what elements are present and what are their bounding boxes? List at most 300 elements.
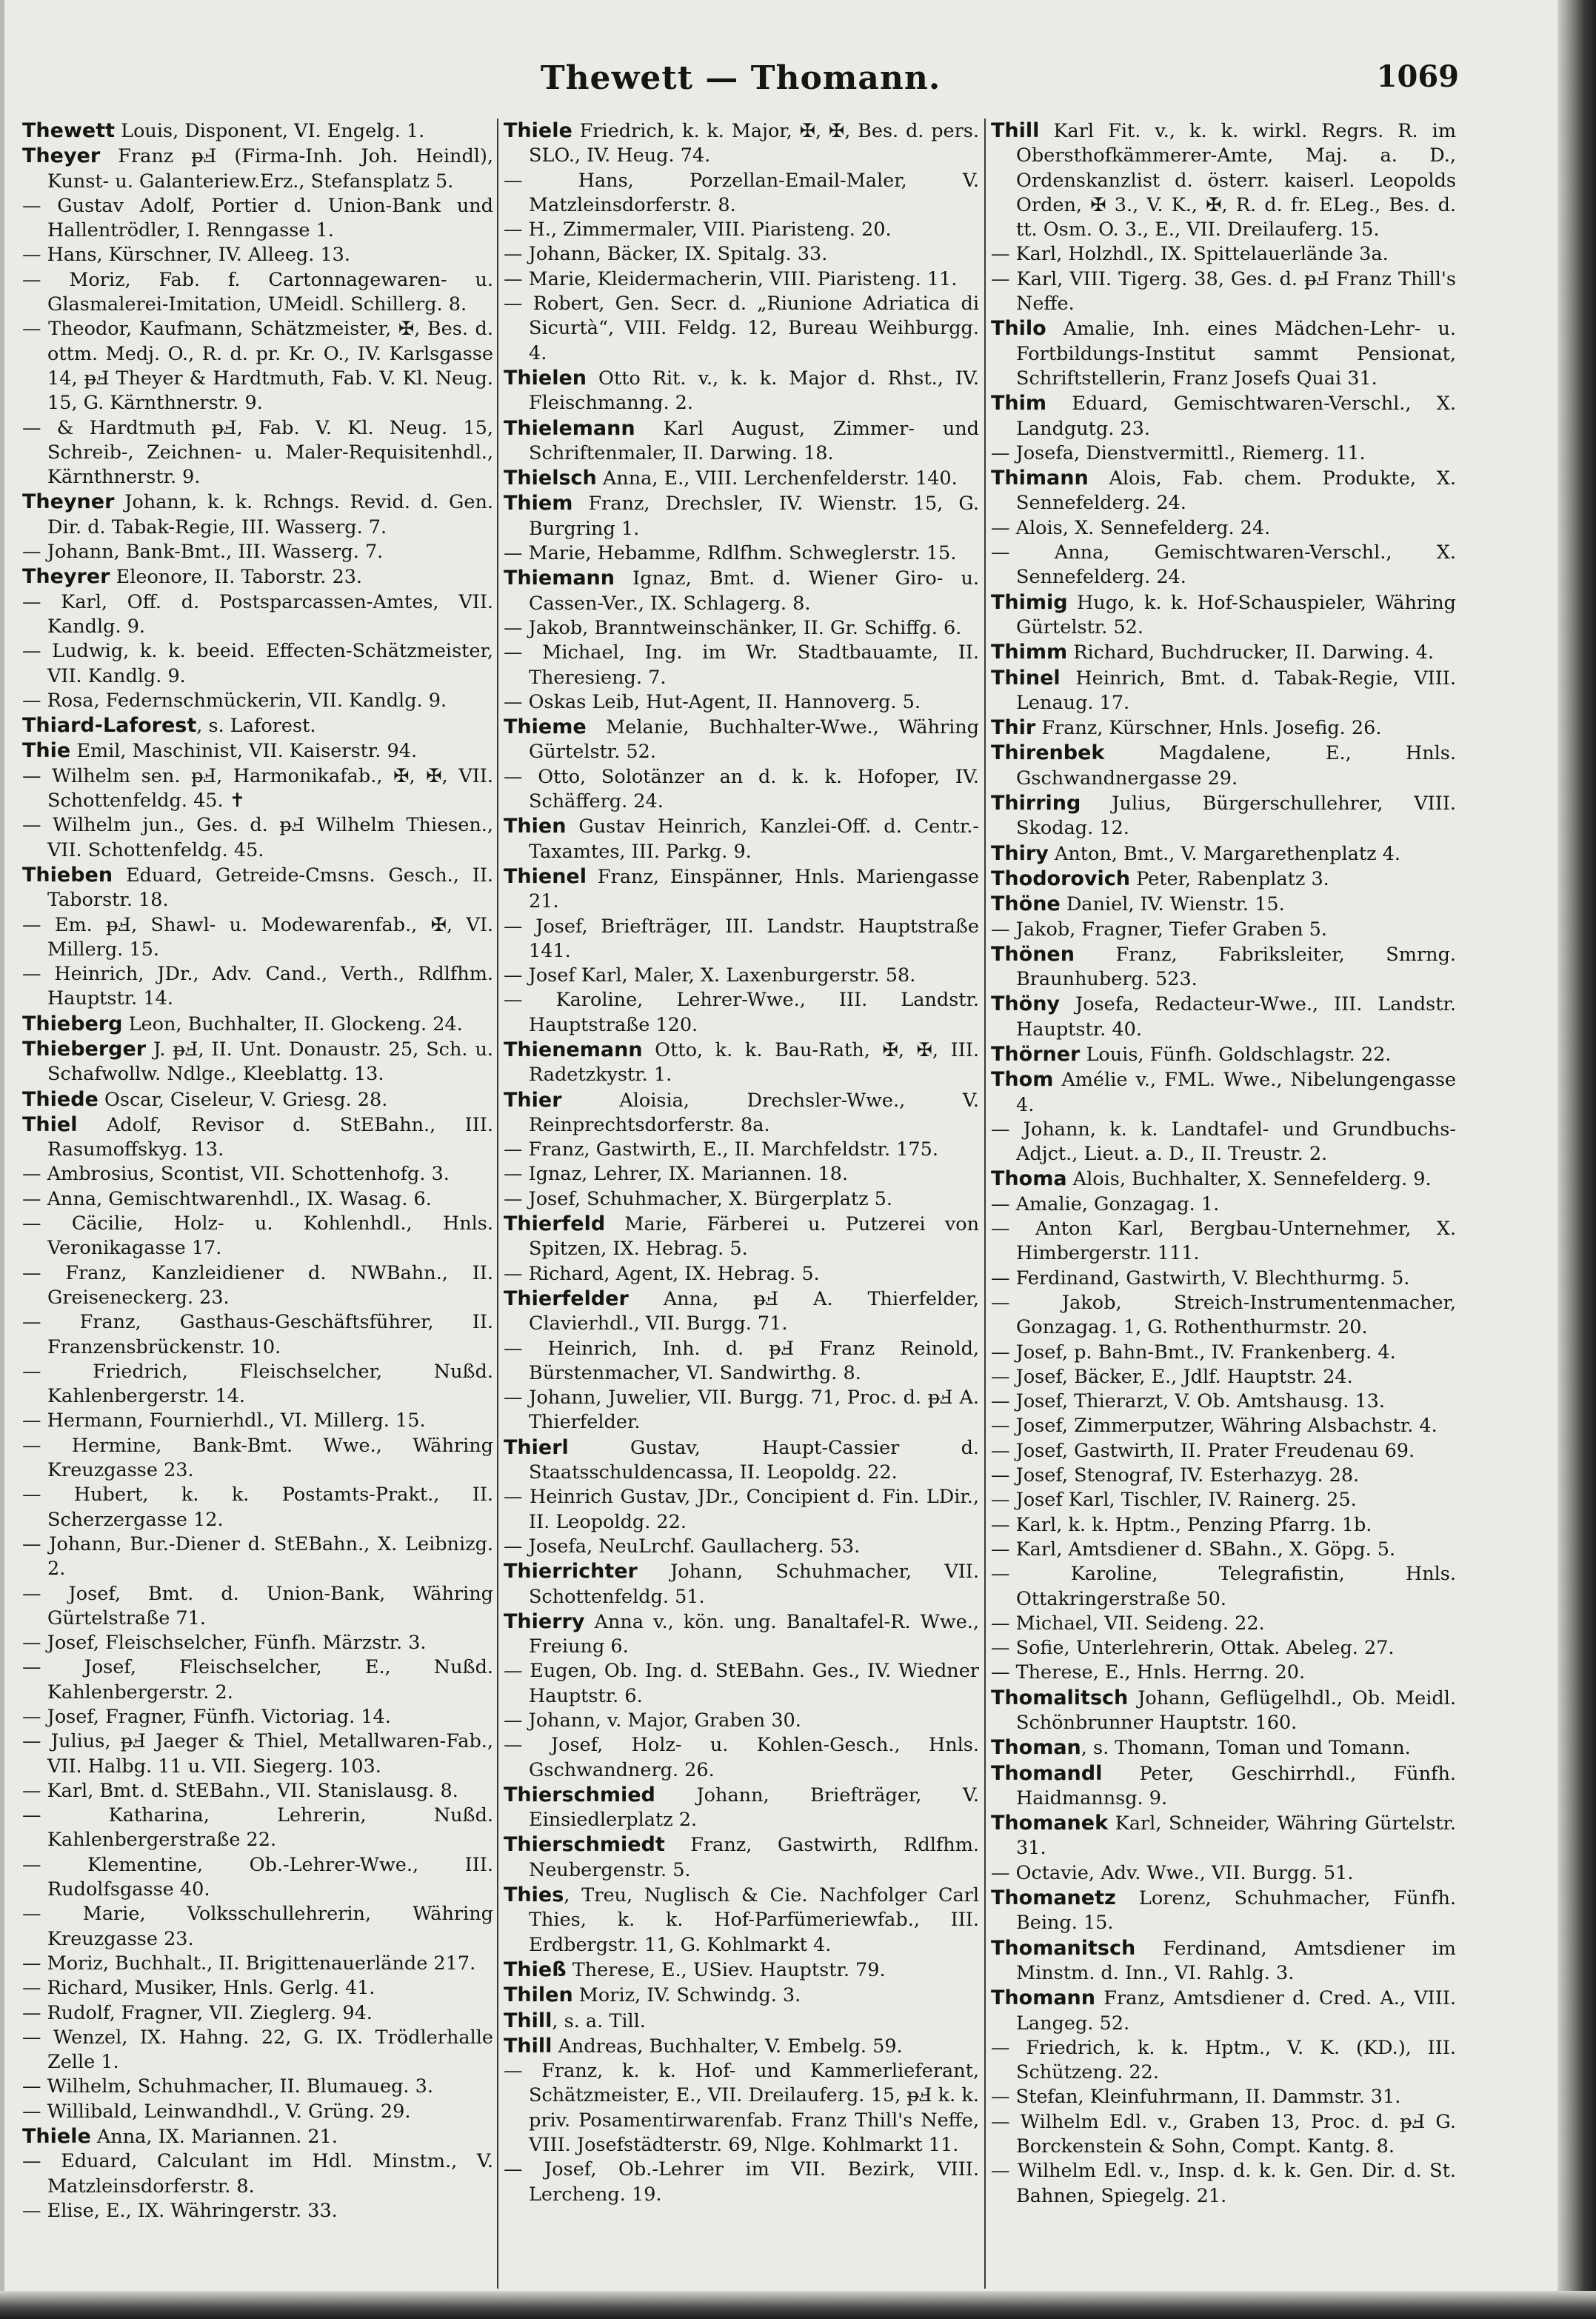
entry-surname: Thoma <box>991 1167 1067 1191</box>
entry-text: — Josef, Schuhmacher, X. Bürgerplatz 5. <box>504 1187 893 1210</box>
entry-surname: Thieberg <box>22 1012 123 1035</box>
entry-surname: Thill <box>991 119 1040 142</box>
entry-text: — H., Zimmermaler, VIII. Piaristeng. 20. <box>504 218 892 241</box>
entry-text: Richard, Buchdrucker, II. Darwing. 4. <box>1067 641 1434 664</box>
entry-text: — Franz, Gastwirth, E., II. Marchfeldstr. 175. <box>504 1138 938 1161</box>
directory-entry <box>22 564 493 590</box>
entry-text: — Michael, Ing. im Wr. Stadtbauamte, II. Theresieng. 7. <box>504 641 979 689</box>
page-number: 1069 <box>1376 59 1459 94</box>
entry-surname: Thiele <box>22 2125 91 2149</box>
directory-entry <box>504 218 979 242</box>
directory-entry <box>991 1365 1456 1389</box>
directory-entry <box>991 1986 1456 2036</box>
directory-entry <box>504 814 979 864</box>
entry-text: — Michael, VII. Seideng. 22. <box>991 1612 1265 1635</box>
entry-text: — Jakob, Fragner, Tiefer Graben 5. <box>991 918 1328 941</box>
entry-text: — Jakob, Streich-Instrumentenmacher, Gonzagag. 1, G. Rothenthurmstr. 20. <box>991 1291 1456 1339</box>
directory-entry <box>991 441 1456 466</box>
entry-text: — Marie, Kleidermacherin, VIII. Piaristeng. 11. <box>504 267 958 290</box>
entry-surname: Thom <box>991 1068 1054 1092</box>
entry-text: — Josef, Stenograf, IV. Esterhazyg. 28. <box>991 1464 1360 1487</box>
directory-entry <box>991 1686 1456 1736</box>
entry-surname: Thöne <box>991 892 1061 916</box>
directory-entry <box>22 764 493 814</box>
entry-text: — Franz, Kanzleidiener d. NWBahn., II. Greiseneckerg. 23. <box>22 1261 493 1309</box>
directory-entry <box>22 243 493 267</box>
directory-entry <box>504 169 979 218</box>
directory-entry <box>22 639 493 689</box>
directory-entry <box>991 466 1456 516</box>
directory-entry <box>991 918 1456 942</box>
directory-entry <box>504 416 979 467</box>
entry-text: — Wenzel, IX. Hahng. 22, G. IX. Trödlerhalle Zelle 1. <box>22 2026 493 2074</box>
entry-text: — Klementine, Ob.-Lehrer-Wwe., III. Rudolfsgasse 40. <box>22 1853 493 1901</box>
directory-entry <box>504 1609 979 1660</box>
entry-text: — Karl, Holzhdl., IX. Spittelauerlände 3a. <box>991 243 1389 266</box>
entry-surname: Thien <box>504 815 567 838</box>
directory-entry <box>991 541 1456 590</box>
directory-entry <box>22 1261 493 1311</box>
entry-text: — Josef, Bäcker, E., Jdlf. Hauptstr. 24. <box>991 1365 1353 1388</box>
directory-entry <box>504 242 979 267</box>
entry-text: Adolf, Revisor d. StEBahn., III. Rasumoffskyg. 13. <box>47 1113 493 1161</box>
scan-edge-right <box>1557 0 1596 2319</box>
directory-entry <box>991 1389 1456 1414</box>
directory-entry <box>22 1705 493 1729</box>
directory-entry <box>991 267 1456 317</box>
directory-entry <box>22 813 493 863</box>
entry-text: — Karl, Amtsdiener d. SBahn., X. Göpg. 5. <box>991 1538 1396 1561</box>
entry-surname: Theyner <box>22 490 115 514</box>
entry-text: — Franz, Gasthaus-Geschäftsführer, II. Franzensbrückenstr. 10. <box>22 1311 493 1358</box>
directory-entry <box>504 1535 979 1559</box>
entry-text: Franz ᵽℲ (Firma-Inh. Joh. Heindl), Kunst- u. Galanteriew.Erz., Stefansplatz 5. <box>47 145 493 193</box>
entry-text: — Karl, Bmt. d. StEBahn., VII. Stanislausg. 8. <box>22 1779 458 1802</box>
entry-text: — Josef, Zimmerputzer, Währing Alsbachstr. 4. <box>991 1415 1438 1438</box>
entry-text: — Anna, Gemischtwaren-Verschl., X. Sennefelderg. 24. <box>991 541 1456 589</box>
entry-text: — Johann, Bur.-Diener d. StEBahn., X. Leibnizg. 2. <box>22 1532 493 1581</box>
directory-entry <box>22 1483 493 1532</box>
directory-entry <box>991 2110 1456 2160</box>
directory-entry <box>991 1636 1456 1661</box>
directory-entry <box>22 1631 493 1655</box>
entry-text: Eduard, Gemischtwaren-Verschl., X. Landgutg. 23. <box>1016 393 1456 440</box>
directory-entry <box>22 1212 493 1261</box>
entry-text: — Wilhelm Edl. v., Graben 13, Proc. d. ᵽℲ G. Borckenstein & Sohn, Compt. Kantg. 8. <box>991 2110 1456 2158</box>
entry-text: — Ferdinand, Gastwirth, V. Blechthurmg. 5. <box>991 1267 1410 1289</box>
directory-entry <box>504 1386 979 1435</box>
entry-surname: Thierl <box>504 1435 569 1459</box>
directory-entry <box>991 1167 1456 1192</box>
entry-text: — Elise, E., IX. Währingerstr. 33. <box>22 2199 338 2222</box>
directory-entry <box>504 616 979 641</box>
entry-text: — Em. ᵽℲ, Shawl- u. Modewarenfab., ✠, VI. Millerg. 15. <box>22 913 493 961</box>
directory-entry <box>504 1983 979 2008</box>
directory-entry <box>22 2199 493 2223</box>
entry-text: — Hermine, Bank-Bmt. Wwe., Währing Kreuzgasse 23. <box>22 1434 493 1482</box>
directory-entry <box>504 988 979 1038</box>
directory-entry <box>22 1902 493 1952</box>
entry-text: Johann, k. k. Rchngs. Revid. d. Gen. Dir. d. Tabak-Regie, III. Wasserg. 7. <box>47 491 493 538</box>
directory-entry <box>991 391 1456 441</box>
entry-text: , Treu, Nuglisch & Cie. Nachfolger Carl Thies, k. k. Hof-Parfümeriewfab., III. Erdbergstr. 11, G. Kohlmarkt 4. <box>529 1884 979 1956</box>
directory-entry <box>22 713 493 738</box>
directory-entry <box>22 1952 493 1976</box>
entry-text: — Wilhelm sen. ᵽℲ, Harmonikafab., ✠, ✠, VII. Schottenfeldg. 45. ✝ <box>22 764 493 813</box>
directory-entry <box>991 1067 1456 1118</box>
entry-surname: Thomanek <box>991 1812 1109 1835</box>
directory-entry <box>504 1659 979 1709</box>
directory-entry <box>22 1729 493 1779</box>
directory-entry <box>991 1217 1456 1267</box>
entry-text: Louis, Fünfh. Goldschlagstr. 22. <box>1080 1043 1392 1066</box>
entry-text: — Johann, Bäcker, IX. Spitalg. 33. <box>504 243 828 266</box>
directory-entry <box>22 1582 493 1632</box>
entry-text: — Richard, Musiker, Hnls. Gerlg. 41. <box>22 1977 375 2000</box>
directory-entry <box>22 1012 493 1037</box>
entry-surname: Thierschmiedt <box>504 1833 665 1857</box>
entry-text: — Moriz, Fab. f. Cartonnagewaren- u. Glasmalerei-Imitation, UMeidl. Schillerg. 8. <box>22 268 493 316</box>
directory-entry <box>991 1341 1456 1365</box>
entry-text: — Josef Karl, Tischler, IV. Rainerg. 25. <box>991 1489 1357 1512</box>
entry-text: Otto Rit. v., k. k. Major d. Rhst., IV. Fleischmanng. 2. <box>529 367 979 415</box>
entry-surname: Thewett <box>22 119 116 142</box>
entry-text: — Willibald, Leinwandhdl., V. Grüng. 29. <box>22 2100 411 2123</box>
entry-surname: Thieben <box>22 863 113 887</box>
directory-entry <box>504 2158 979 2207</box>
entry-text: — Karl, k. k. Hptm., Penzing Pfarrg. 1b. <box>991 1513 1372 1536</box>
entry-text: Louis, Disponent, VI. Engelg. 1. <box>115 120 425 142</box>
entry-text: — Otto, Solotänzer an d. k. k. Hofoper, IV. Schäfferg. 24. <box>504 765 979 813</box>
entry-text: — Richard, Agent, IX. Hebrag. 5. <box>504 1262 820 1285</box>
entry-text: — Therese, E., Hnls. Herrng. 20. <box>991 1661 1306 1684</box>
entry-text: , s. Thomann, Toman und Tomann. <box>1081 1737 1411 1760</box>
entry-text: — Julius, ᵽℲ Jaeger & Thiel, Metallwaren-Fab., VII. Halbg. 11 u. VII. Siegerg. 103. <box>22 1730 493 1778</box>
directory-entry <box>504 1883 979 1958</box>
entry-surname: Thilen <box>504 1983 573 2007</box>
directory-entry <box>22 1434 493 1484</box>
directory-entry <box>991 1192 1456 1217</box>
entry-text: Moriz, IV. Schwindg. 3. <box>572 1984 801 2007</box>
entry-text: Alois, Buchhalter, X. Sennefelderg. 9. <box>1066 1168 1432 1191</box>
entry-text: — Stefan, Kleinfuhrmann, II. Dammstr. 31. <box>991 2086 1401 2109</box>
entry-text: — Heinrich Gustav, JDr., Concipient d. Fin. LDir., II. Leopoldg. 22. <box>504 1486 979 1533</box>
directory-entry <box>22 490 493 540</box>
entry-text: — Johann, Juwelier, VII. Burgg. 71, Proc. d. ᵽℲ A. Thierfelder. <box>504 1387 979 1434</box>
directory-entry <box>22 738 493 764</box>
directory-entry <box>22 1360 493 1409</box>
directory-entry <box>22 2100 493 2124</box>
entry-text: — Moriz, Buchhalt., II. Brigittenauerlände 217. <box>22 1952 476 1975</box>
directory-entry <box>504 267 979 292</box>
entry-text: — Wilhelm jun., Ges. d. ᵽℲ Wilhelm Thiesen., VII. Schottenfeldg. 45. <box>22 814 493 861</box>
entry-text: — Hans, Kürschner, IV. Alleeg. 13. <box>22 244 351 267</box>
entry-surname: Thie <box>22 739 71 763</box>
directory-entry <box>991 1562 1456 1612</box>
directory-entry <box>504 1337 979 1387</box>
directory-entry <box>991 1861 1456 1886</box>
entry-text: Franz, Kürschner, Hnls. Josefig. 26. <box>1035 717 1382 740</box>
directory-entry <box>22 2124 493 2149</box>
entry-text: — Marie, Hebamme, Rdlfhm. Schweglerstr. 15. <box>504 542 957 565</box>
entry-text: Lorenz, Schuhmacher, Fünfh. Being. 15. <box>1016 1887 1456 1935</box>
entry-surname: Thirenbek <box>991 741 1105 765</box>
directory-entry <box>22 2001 493 2026</box>
entry-surname: Thim <box>991 392 1047 416</box>
entry-surname: Thierry <box>504 1609 585 1633</box>
directory-entry <box>504 366 979 416</box>
entry-text: Friedrich, k. k. Major, ✠, ✠, Bes. d. pers. SLO., IV. Heug. 74. <box>529 120 979 167</box>
entry-surname: Thierfelder <box>504 1287 629 1310</box>
entry-text: Eduard, Getreide-Cmsns. Gesch., II. Taborstr. 18. <box>47 864 493 912</box>
directory-entry <box>504 1783 979 1833</box>
entry-text: — Hermann, Fournierhdl., VI. Millerg. 15. <box>22 1409 426 1432</box>
entry-text: — Hubert, k. k. Postamts-Prakt., II. Scherzergasse 12. <box>22 1484 493 1531</box>
directory-entry <box>22 2075 493 2099</box>
directory-entry <box>991 1886 1456 1936</box>
entry-surname: Thörner <box>991 1042 1081 1066</box>
directory-entry <box>991 1661 1456 1685</box>
directory-entry <box>504 2034 979 2059</box>
directory-entry <box>22 194 493 244</box>
entry-surname: Thies <box>504 1883 564 1907</box>
entry-text: — Rosa, Federnschmückerin, VII. Kandlg. 9. <box>22 689 447 712</box>
entry-surname: Thilo <box>991 317 1046 341</box>
directory-entry <box>22 416 493 490</box>
directory-entry <box>22 1853 493 1903</box>
entry-text: — Josef, Fleischselcher, E., Nußd. Kahlenbergerstr. 2. <box>22 1656 493 1704</box>
entry-text: Heinrich, Bmt. d. Tabak-Regie, VIII. Lenaug. 17. <box>1016 667 1456 714</box>
entry-surname: Thiemann <box>504 567 615 590</box>
entry-surname: Thomanetz <box>991 1886 1116 1910</box>
entry-text: — Cäcilie, Holz- u. Kohlenhdl., Hnls. Veronikagasse 17. <box>22 1212 493 1260</box>
directory-entry <box>504 690 979 715</box>
directory-entry <box>991 992 1456 1042</box>
directory-entry <box>22 1804 493 1853</box>
entry-text: Johann, Geflügelhdl., Ob. Meidl. Schönbrunner Hauptstr. 160. <box>1016 1686 1456 1734</box>
directory-entry <box>991 2159 1456 2209</box>
entry-text: — Gustav Adolf, Portier d. Union-Bank und Hallentrödler, I. Renngasse 1. <box>22 194 493 242</box>
entry-text: — Marie, Volksschullehrerin, Währing Kreuzgasse 23. <box>22 1903 493 1950</box>
entry-text: — Josef, Holz- u. Kohlen-Gesch., Hnls. Gschwandnerg. 26. <box>504 1734 979 1781</box>
entry-text: Amalie, Inh. eines Mädchen-Lehr- u. Fortbildungs-Institut sammt Pensionat, Schriftstellerin, Franz Josefs Quai 31. <box>1016 318 1456 390</box>
directory-entry <box>22 1976 493 2001</box>
entry-surname: Thomandl <box>991 1761 1103 1785</box>
directory-entry <box>991 1414 1456 1438</box>
entry-text: — Ambrosius, Scontist, VII. Schottenhofg. 3. <box>22 1163 450 1186</box>
entry-text: — Heinrich, Inh. d. ᵽℲ Franz Reinold, Bürstenmacher, VI. Sandwirthg. 8. <box>504 1337 979 1384</box>
entry-text: — Josef, Gastwirth, II. Prater Freudenau 69. <box>991 1439 1415 1462</box>
column-divider <box>497 119 498 2289</box>
directory-entry <box>991 715 1456 741</box>
entry-text: Julius, Bürgerschullehrer, VIII. Skodag. 12. <box>1016 793 1456 840</box>
directory-entry <box>504 715 979 765</box>
directory-entry <box>22 1310 493 1360</box>
directory-entry <box>991 1761 1456 1812</box>
entry-text: — Josef, Bmt. d. Union-Bank, Währing Gürtelstraße 71. <box>22 1582 493 1629</box>
directory-entry <box>504 1162 979 1187</box>
running-header-title: Thewett — Thomann. <box>540 59 941 97</box>
directory-entry <box>991 516 1456 541</box>
entry-surname: Thiry <box>991 841 1049 865</box>
directory-entry <box>22 913 493 963</box>
entry-surname: Thier <box>504 1088 562 1112</box>
entry-surname: Thomanitsch <box>991 1936 1136 1960</box>
entry-surname: Thierschmied <box>504 1783 655 1806</box>
directory-entry <box>504 1485 979 1535</box>
directory-entry <box>991 1936 1456 1986</box>
entry-surname: Thielemann <box>504 416 635 440</box>
directory-entry <box>504 1088 979 1138</box>
entry-text: Peter, Geschirrhdl., Fünfh. Haidmannsg. 9. <box>1016 1762 1456 1809</box>
entry-text: — Jakob, Branntweinschänker, II. Gr. Schiffg. 6. <box>504 616 962 639</box>
directory-entry <box>991 1811 1456 1861</box>
entry-text: , s. a. Till. <box>552 2009 646 2032</box>
directory-entry <box>504 541 979 566</box>
directory-entry <box>991 1291 1456 1341</box>
directory-entry <box>504 491 979 541</box>
entry-text: Hugo, k. k. Hof-Schauspieler, Währing Gürtelstr. 52. <box>1016 591 1456 638</box>
entry-surname: Theyrer <box>22 565 110 589</box>
directory-entry <box>991 640 1456 665</box>
entry-text: Ignaz, Bmt. d. Wiener Giro- u. Cassen-Ver., IX. Schlagerg. 8. <box>529 567 979 615</box>
entry-text: — Octavie, Adv. Wwe., VII. Burgg. 51. <box>991 1861 1354 1884</box>
entry-surname: Theyer <box>22 144 101 168</box>
entry-text: — Josef, Thierarzt, V. Ob. Amtshausg. 13. <box>991 1390 1386 1413</box>
entry-surname: Thoman <box>991 1736 1081 1760</box>
entry-text: Peter, Rabenplatz 3. <box>1130 867 1329 890</box>
directory-entry <box>22 268 493 318</box>
directory-entry <box>991 892 1456 917</box>
entry-text: — Wilhelm Edl. v., Insp. d. k. k. Gen. Dir. d. St. Bahnen, Spiegelg. 21. <box>991 2160 1456 2207</box>
entry-surname: Thimig <box>991 590 1068 614</box>
directory-entry <box>504 1038 979 1088</box>
entry-text: Franz, Drechsler, IV. Wienstr. 15, G. Burgring 1. <box>529 493 979 540</box>
entry-text: Leon, Buchhalter, II. Glockeng. 24. <box>122 1012 463 1035</box>
directory-entry <box>991 942 1456 992</box>
entry-text: Anton, Bmt., V. Margarethenplatz 4. <box>1048 842 1400 865</box>
entry-text: Therese, E., USiev. Hauptstr. 79. <box>566 1958 886 1981</box>
directory-entry <box>504 466 979 491</box>
entry-text: — Sofie, Unterlehrerin, Ottak. Abeleg. 27. <box>991 1637 1395 1660</box>
directory-entry <box>991 2036 1456 2086</box>
entry-text: — Johann, Bank-Bmt., III. Wasserg. 7. <box>22 541 384 564</box>
directory-entry <box>504 641 979 690</box>
directory-entry <box>504 1212 979 1262</box>
entry-text: — Friedrich, k. k. Hptm., V. K. (KD.), III. Schützeng. 22. <box>991 2036 1456 2084</box>
entry-surname: Thirring <box>991 792 1081 815</box>
directory-entry <box>22 2026 493 2075</box>
entry-text: Karl, Schneider, Währing Gürtelstr. 31. <box>1016 1812 1456 1860</box>
scan-edge-left <box>0 0 4 2319</box>
directory-entry <box>504 292 979 366</box>
entry-surname: Thiard-Laforest <box>22 714 197 738</box>
directory-entry <box>22 962 493 1012</box>
directory-entry <box>504 1262 979 1287</box>
entry-text: — Josef, Briefträger, III. Landstr. Hauptstraße 141. <box>504 915 979 962</box>
directory-entry <box>504 1435 979 1486</box>
directory-entry <box>22 1162 493 1187</box>
entry-text: , s. Laforest. <box>196 715 316 738</box>
entry-text: — & Hardtmuth ᵽℲ, Fab. V. Kl. Neug. 15, Schreib-, Zeichnen- u. Maler-Requisitenhdl., Kärnthnerstr. 9. <box>22 416 493 489</box>
directory-entry <box>991 791 1456 841</box>
entry-surname: Thill <box>504 2034 552 2058</box>
entry-text: Anna, ᵽℲ A. Thierfelder, Clavierhdl., VII. Burgg. 71. <box>529 1287 979 1335</box>
entry-surname: Thomann <box>991 1986 1095 2010</box>
entry-text: Emil, Maschinist, VII. Kaiserstr. 94. <box>70 740 418 763</box>
directory-column-3 <box>991 119 1456 2289</box>
entry-text: J. ᵽℲ, II. Unt. Donaustr. 25, Sch. u. Schafwollw. Ndlge., Kleeblattg. 13. <box>47 1038 493 1086</box>
entry-surname: Thodorovich <box>991 867 1131 890</box>
entry-text: Otto, k. k. Bau-Rath, ✠, ✠, III. Radetzkystr. 1. <box>529 1038 979 1087</box>
directory-entry <box>991 666 1456 716</box>
directory-entry <box>22 1187 493 1212</box>
directory-entry <box>22 1655 493 1705</box>
entry-text: Gustav, Haupt-Cassier d. Staatsschuldencassa, II. Leopoldg. 22. <box>529 1436 979 1484</box>
directory-entry <box>504 1559 979 1609</box>
entry-surname: Thönen <box>991 942 1075 966</box>
entry-text: — Josef, Fragner, Fünfh. Victoriag. 14. <box>22 1706 391 1728</box>
entry-text: Oscar, Ciseleur, V. Griesg. 28. <box>98 1088 388 1111</box>
directory-entry <box>504 765 979 815</box>
entry-text: Daniel, IV. Wienstr. 15. <box>1060 893 1285 916</box>
entry-text: — Amalie, Gonzagag. 1. <box>991 1192 1220 1215</box>
entry-text: — Anton Karl, Bergbau-Unternehmer, X. Himbergerstr. 111. <box>991 1218 1456 1265</box>
entry-text: — Karoline, Lehrer-Wwe., III. Landstr. Hauptstraße 120. <box>504 989 979 1036</box>
entry-text: — Josef, Ob.-Lehrer im VII. Bezirk, VIII. Lercheng. 19. <box>504 2158 979 2206</box>
directory-entry <box>991 316 1456 391</box>
directory-entry <box>991 119 1456 242</box>
entry-surname: Thiem <box>504 492 573 515</box>
entry-text: — Robert, Gen. Secr. d. „Riunione Adriatica di Sicurtà“, VIII. Feldg. 12, Bureau Weihburgg. 4. <box>504 293 979 364</box>
entry-surname: Thiele <box>504 119 572 142</box>
entry-surname: Thiede <box>22 1087 99 1111</box>
entry-text: — Josefa, Dienstvermittl., Riemerg. 11. <box>991 441 1366 464</box>
directory-entry <box>991 1439 1456 1464</box>
directory-entry <box>991 242 1456 267</box>
entry-text: — Josefa, NeuLrchf. Gaullacherg. 53. <box>504 1535 861 1558</box>
entry-text: — Wilhelm, Schuhmacher, II. Blumaueg. 3. <box>22 2075 433 2098</box>
entry-text: Karl Fit. v., k. k. wirkl. Regrs. R. im Obersthofkämmerer-Amte, Maj. a. D., Ordenskanzlist d. österr. kaiserl. Leopolds Orden, ✠ 3., V. K., ✠, R. d. fr. ELeg., Bes. d. tt. Osm. O. 3., E., VII. Dreilauferg. 15. <box>1016 120 1456 241</box>
scan-edge-bottom <box>0 2291 1596 2319</box>
entry-text: Gustav Heinrich, Kanzlei-Off. d. Centr.-Taxamtes, III. Parkg. 9. <box>529 815 979 863</box>
entry-text: — Josef, p. Bahn-Bmt., IV. Frankenberg. 4. <box>991 1341 1396 1364</box>
entry-text: — Ignaz, Lehrer, IX. Mariannen. 18. <box>504 1163 849 1186</box>
directory-entry <box>991 1513 1456 1538</box>
entry-surname: Thimann <box>991 467 1089 490</box>
directory-entry <box>504 915 979 964</box>
directory-entry <box>991 867 1456 892</box>
entry-text: Johann, Schuhmacher, VII. Schottenfeldg. 51. <box>529 1561 979 1608</box>
directory-entry <box>991 1464 1456 1488</box>
entry-text: Marie, Färberei u. Putzerei von Spitzen, IX. Hebrag. 5. <box>529 1213 979 1261</box>
directory-entry <box>22 1087 493 1112</box>
entry-text: — Friedrich, Fleischselcher, Nußd. Kahlenbergerstr. 14. <box>22 1360 493 1408</box>
directory-column-2 <box>504 119 979 2289</box>
entry-text: Franz, Gastwirth, Rdlfhm. Neubergenstr. 5. <box>529 1834 979 1881</box>
entry-surname: Thomalitsch <box>991 1686 1129 1709</box>
entry-text: Josefa, Redacteur-Wwe., III. Landstr. Hauptstr. 40. <box>1016 993 1456 1041</box>
entry-text: Anna, E., VIII. Lerchenfelderstr. 140. <box>596 467 958 490</box>
entry-text: — Josef, Fleischselcher, Fünfh. Märzstr. 3. <box>22 1632 427 1655</box>
entry-surname: Thieß <box>504 1958 567 1981</box>
entry-surname: Thienel <box>504 864 587 888</box>
directory-entry <box>504 1958 979 1983</box>
entry-text: — Josef Karl, Maler, X. Laxenburgerstr. 58. <box>504 964 916 987</box>
directory-entry <box>22 540 493 564</box>
directory-entry <box>991 1042 1456 1067</box>
directory-entry <box>991 741 1456 791</box>
